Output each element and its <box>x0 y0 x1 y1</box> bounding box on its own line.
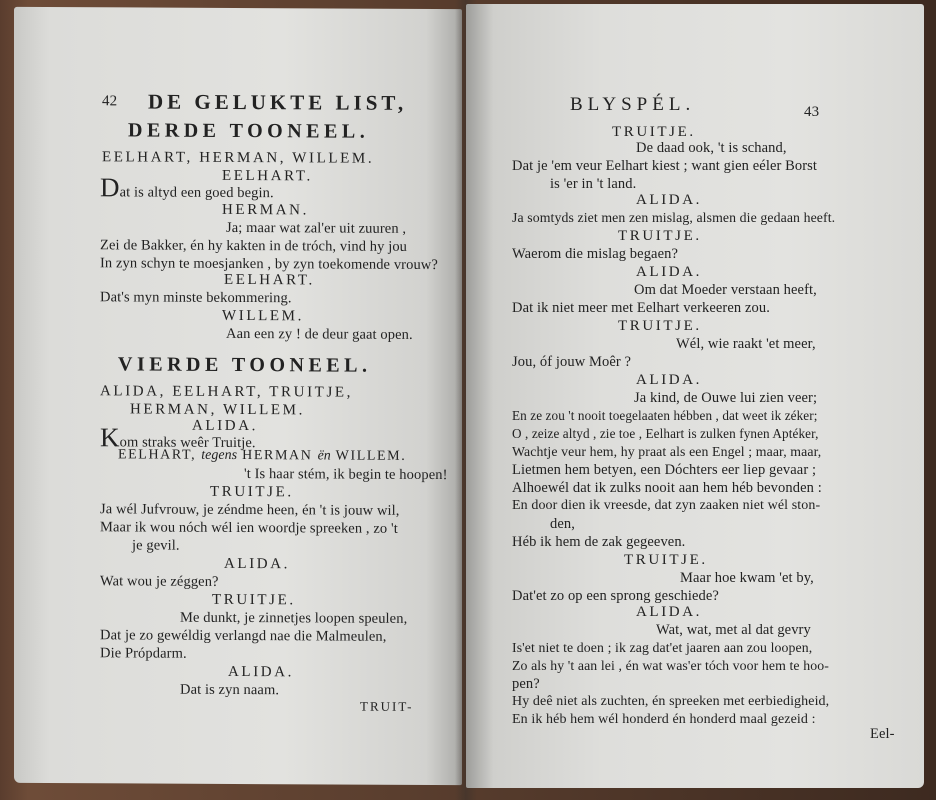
verse-line: Om dat Moeder verstaan heeft, <box>634 282 817 298</box>
verse-line: Is'et niet te doen ; ik zag dat'et jaaren aan zou loopen, <box>512 640 813 655</box>
speaker-label: ALIDA. <box>224 555 291 573</box>
verse-line: De daad ook, 't is schand, <box>636 140 787 156</box>
speaker-label: ALIDA. <box>192 417 259 435</box>
speaker-label: EELHART. <box>224 271 315 289</box>
verse-line: Wat wou je zéggen? <box>100 573 219 590</box>
verse-line: Héb ik hem de zak gegeeven. <box>512 534 686 550</box>
verse-line: Waerom die mislag begaen? <box>512 246 679 262</box>
verse-line: Aan een zy ! de deur gaat open. <box>226 325 413 343</box>
cast-list: EELHART, HERMAN, WILLEM. <box>102 149 375 167</box>
verse-line: En ik héb hem wél honderd én honderd maal gezeid : <box>512 712 816 727</box>
verse-line: Wél, wie raakt 'et meer, <box>676 336 816 352</box>
verse-line: In zyn schyn te moesjanken , by zyn toekomende vrouw? <box>100 255 438 274</box>
page-number: 43 <box>804 104 820 120</box>
speaker-label: TRUITJE. <box>212 591 296 609</box>
speaker-label: HERMAN. <box>222 201 309 219</box>
running-title: BLYSPÉL. <box>570 94 696 115</box>
verse-line: 't Is haar stém, ik begin te hoopen! <box>244 466 448 484</box>
speaker-label: TRUITJE. <box>612 124 696 140</box>
speaker-label: ALIDA. <box>228 663 295 681</box>
verse-line: Dat is zyn naam. <box>180 681 280 699</box>
scene-heading: DERDE TOONEEL. <box>128 119 370 143</box>
verse-line: Hy deê niet als zuchten, én spreeken met eerbiedigheid, <box>512 694 830 709</box>
cast-list: ALIDA, EELHART, TRUITJE, <box>100 383 353 401</box>
verse-line: O , zeize altyd , zie toe , Eelhart is zulken fynen Aptéker, <box>512 426 819 441</box>
verse-line: Me dunkt, je zinnetjes loopen speulen, <box>180 609 408 627</box>
verse-line: Wachtje veur hem, hy praat als een Engel ; maar, maar, <box>512 444 822 459</box>
verse-line: Ja; maar wat zal'er uit zuuren , <box>226 219 407 237</box>
scene-heading: VIERDE TOONEEL. <box>118 353 372 377</box>
verse-line: En ze zou 't nooit toegelaaten hébben , dat weet ik zéker; <box>512 408 818 423</box>
verse-line: Maar ik wou nóch wél ien woordje spreeken , zo 't <box>100 519 398 537</box>
speaker-label: ALIDA. <box>636 372 703 388</box>
speaker-label: ALIDA. <box>636 604 703 620</box>
verse-line: pen? <box>512 676 540 692</box>
running-title: DE GELUKTE LIST, <box>148 89 408 115</box>
verse-line: is 'er in 't land. <box>550 176 637 192</box>
verse-line: Dat je 'em veur Eelhart kiest ; want gien eéler Borst <box>512 158 818 174</box>
verse-line: Zei de Bakker, én hy kakten in de tróch, vind hy jou <box>100 237 408 255</box>
verse-line: En door dien ik vreesde, dat zyn zaaken niet wél ston- <box>512 498 821 513</box>
verse-line: Wat, wat, met al dat gevry <box>656 622 811 638</box>
verse-line: Zo als hy 't aan lei , én wat was'er tóch voor hem te hoo- <box>512 658 829 673</box>
verse-line: Dat je zo gewéldig verlangd nae die Malmeulen, <box>100 627 387 645</box>
speaker-label: ALIDA. <box>636 192 703 208</box>
verse-line: Lietmen hem betyen, een Dóchters eer liep gevaar ; <box>512 462 817 478</box>
verse-line: Dat ik niet meer met Eelhart verkeeren zou. <box>512 300 770 316</box>
speaker-label: TRUITJE. <box>210 483 294 501</box>
speaker-label: EELHART. <box>222 167 313 185</box>
catchword: Eel- <box>870 726 895 742</box>
page-number: 42 <box>102 93 118 110</box>
verse-line: Alhoewél dat ik zulks nooit aan hem héb bevonden : <box>512 480 822 496</box>
verse-line: Ja kind, de Ouwe lui zien veer; <box>634 390 818 406</box>
verse-line: Ja wél Jufvrouw, je zéndme heen, én 't is jouw wil, <box>100 501 400 519</box>
verse-line: Dat's myn minste bekommering. <box>100 289 292 307</box>
verse-line: Kom straks weêr Truitje. <box>100 422 256 453</box>
speaker-label: TRUITJE. <box>624 552 708 568</box>
verse-line: den, <box>550 516 575 532</box>
speaker-label: WILLEM. <box>222 307 304 325</box>
verse-line: Maar hoe kwam 'et by, <box>680 570 814 586</box>
verse-line: Jou, óf jouw Moêr ? <box>512 354 632 370</box>
cast-list: HERMAN, WILLEM. <box>130 401 305 419</box>
verse-line: je gevil. <box>132 537 180 554</box>
stage-direction: EELHART, tegens HERMAN ën WILLEM. <box>118 447 407 464</box>
speaker-label: TRUITJE. <box>618 228 702 244</box>
speaker-label: TRUITJE. <box>618 318 702 334</box>
catchword: TRUIT- <box>360 698 414 714</box>
verse-line: Dat is altyd een goed begin. <box>100 172 274 203</box>
right-page <box>466 4 924 788</box>
speaker-label: ALIDA. <box>636 264 703 280</box>
verse-line: Die Própdarm. <box>100 645 187 662</box>
verse-line: Dat'et zo op een sprong geschiede? <box>512 588 719 604</box>
verse-line: Ja somtyds ziet men zen mislag, alsmen die gedaan heeft. <box>512 210 836 225</box>
left-page <box>14 7 462 785</box>
